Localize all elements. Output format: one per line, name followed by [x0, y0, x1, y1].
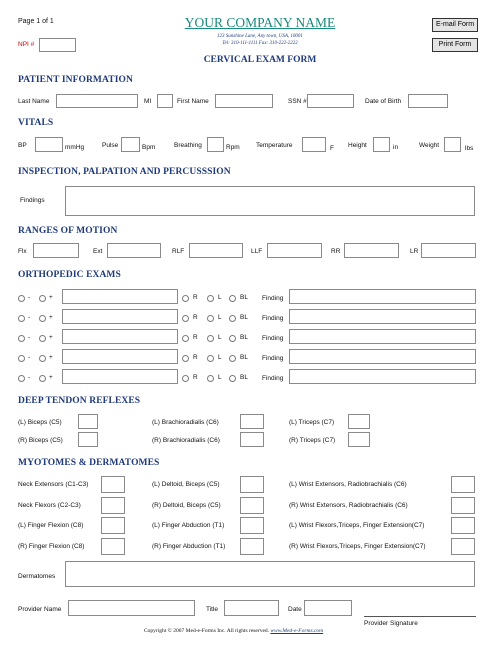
temperature-label: Temperature [256, 142, 293, 149]
page-indicator: Page 1 of 1 [18, 18, 54, 25]
myo-l-wrist-flexors-label: (L) Wrist Flexors,Triceps, Finger Extension(C7) [289, 522, 425, 529]
ortho-1-plus-radio[interactable] [39, 295, 46, 302]
myo-r-deltoid-field[interactable] [240, 497, 264, 514]
section-deep-tendon-reflexes: DEEP TENDON REFLEXES [18, 396, 141, 406]
rom-rr-label: RR [331, 248, 341, 255]
section-patient-information: PATIENT INFORMATION [18, 75, 133, 85]
myo-l-wrist-extensors-field[interactable] [451, 476, 475, 493]
myo-l-wrist-extensors-label: (L) Wrist Extensors, Radiobrachialis (C6) [289, 481, 407, 488]
ssn-label: SSN # [288, 98, 307, 105]
myo-r-finger-flexion-label: (R) Finger Flexion (C8) [18, 543, 85, 550]
rom-rr-field[interactable] [344, 243, 399, 258]
rom-lr-label: LR [410, 248, 419, 255]
ortho-5-plus-radio[interactable] [39, 375, 46, 382]
rom-rlf-label: RLF [172, 248, 185, 255]
print-form-button[interactable]: Print Form [432, 38, 478, 52]
company-phone: Tel: 310-111-1111 Fax: 310-222-2222 [222, 41, 298, 46]
rom-llf-label: LLF [251, 248, 263, 255]
ortho-1-r-radio[interactable] [182, 295, 189, 302]
myo-neck-flexors-field[interactable] [101, 497, 125, 514]
email-form-button[interactable]: E-mail Form [432, 18, 478, 32]
ortho-2-finding-field[interactable] [289, 309, 476, 324]
ortho-1-bl-radio[interactable] [229, 295, 236, 302]
section-inspection: INSPECTION, PALPATION AND PERCUSSSION [18, 167, 231, 177]
copyright-text: Copyright © 2007 Med-e-Forms Inc. All rights reserved. [144, 628, 270, 634]
ortho-3-bl-radio[interactable] [229, 335, 236, 342]
provider-name-field[interactable] [68, 600, 195, 616]
myo-r-wrist-extensors-field[interactable] [451, 497, 475, 514]
breathing-label: Breathing [174, 142, 202, 149]
dtr-r-brachioradialis-field[interactable] [240, 432, 264, 447]
ortho-5-bl-label: BL [240, 374, 248, 381]
ortho-1-bl-label: BL [240, 294, 248, 301]
section-myotomes-dermatomes: MYOTOMES & DERMATOMES [18, 458, 160, 468]
myo-neck-extensors-field[interactable] [101, 476, 125, 493]
ortho-4-l-radio[interactable] [207, 355, 214, 362]
company-address: 123 Sunshine Lane, Any town, USA, 10001 [217, 34, 303, 39]
findings-label: Findings [20, 197, 45, 204]
ortho-2-plus-radio[interactable] [39, 315, 46, 322]
myo-r-wrist-flexors-label: (R) Wrist Flexors,Triceps, Finger Extension(C7) [289, 543, 426, 550]
last-name-label: Last Name [18, 98, 50, 105]
ortho-5-l-radio[interactable] [207, 375, 214, 382]
npi-label: NPI # [18, 41, 35, 48]
myo-l-finger-flexion-field[interactable] [101, 517, 125, 534]
last-name-field[interactable] [56, 94, 138, 108]
ortho-2-l-radio[interactable] [207, 315, 214, 322]
dtr-l-triceps-label: (L) Triceps (C7) [289, 419, 335, 426]
ortho-3-r-label: R [193, 334, 198, 341]
ortho-1-finding-field[interactable] [289, 289, 476, 304]
ortho-3-minus-label: - [28, 334, 31, 341]
ortho-5-finding-label: Finding [262, 375, 284, 382]
ortho-3-l-radio[interactable] [207, 335, 214, 342]
myo-l-finger-flexion-label: (L) Finger Flexion (C8) [18, 522, 84, 529]
signature-line [364, 616, 476, 617]
ssn-field[interactable] [307, 94, 354, 108]
ortho-1-r-label: R [193, 294, 198, 301]
height-label: Height [348, 142, 367, 149]
dob-label: Date of Birth [365, 98, 402, 105]
dtr-l-brachioradialis-field[interactable] [240, 414, 264, 429]
provider-signature-label: Provider Signature [364, 620, 418, 627]
provider-name-label: Provider Name [18, 606, 62, 613]
ortho-5-r-label: R [193, 374, 198, 381]
ortho-5-l-label: L [218, 374, 222, 381]
dtr-r-triceps-label: (R) Triceps (C7) [289, 437, 336, 444]
section-ranges-of-motion: RANGES OF MOTION [18, 226, 118, 236]
ortho-2-l-label: L [218, 314, 222, 321]
myo-r-deltoid-label: (R) Deltoid, Biceps (C5) [152, 502, 221, 509]
bp-unit: mmHg [65, 144, 85, 151]
ortho-1-minus-label: - [28, 294, 31, 301]
myo-r-finger-abduction-label: (R) Finger Abduction (T1) [152, 543, 226, 550]
ortho-5-test-field[interactable] [62, 369, 178, 384]
ortho-4-bl-label: BL [240, 354, 248, 361]
ortho-3-plus-label: + [49, 334, 53, 341]
npi-field[interactable] [39, 38, 76, 52]
form-title: CERVICAL EXAM FORM [203, 55, 317, 65]
section-orthopedic-exams: ORTHOPEDIC EXAMS [18, 270, 121, 280]
inspection-findings-field[interactable] [65, 186, 475, 216]
section-vitals: VITALS [18, 118, 54, 128]
ortho-3-l-label: L [218, 334, 222, 341]
pulse-label: Pulse [102, 142, 119, 149]
bp-label: BP [18, 142, 27, 149]
ortho-1-plus-label: + [49, 294, 53, 301]
ortho-4-plus-radio[interactable] [39, 355, 46, 362]
ortho-1-test-field[interactable] [62, 289, 178, 304]
height-unit: in [393, 144, 399, 151]
ortho-4-finding-label: Finding [262, 355, 284, 362]
ortho-4-minus-label: - [28, 354, 31, 361]
temperature-unit: F [330, 145, 334, 152]
ortho-3-plus-radio[interactable] [39, 335, 46, 342]
myo-l-finger-abduction-field[interactable] [240, 517, 264, 534]
dtr-l-brachioradialis-label: (L) Brachioradialis (C6) [152, 419, 219, 426]
ortho-5-finding-field[interactable] [289, 369, 476, 384]
ortho-3-test-field[interactable] [62, 329, 178, 344]
myo-neck-extensors-label: Neck Extensors (C1-C3) [18, 481, 89, 488]
ortho-3-minus-radio[interactable] [18, 335, 25, 342]
mi-label: MI [144, 98, 152, 105]
copyright-line [144, 627, 323, 635]
ortho-4-test-field[interactable] [62, 349, 178, 364]
myo-l-wrist-flexors-field[interactable] [451, 517, 475, 534]
pulse-unit: Bpm [142, 144, 156, 151]
ortho-5-plus-label: + [49, 374, 53, 381]
dermatomes-field[interactable] [65, 561, 475, 587]
mi-field[interactable] [157, 94, 173, 108]
ortho-4-l-label: L [218, 354, 222, 361]
title-field[interactable] [224, 600, 279, 616]
ortho-4-finding-field[interactable] [289, 349, 476, 364]
title-label: Title [206, 606, 219, 613]
weight-field[interactable] [444, 137, 461, 152]
ortho-2-test-field[interactable] [62, 309, 178, 324]
myo-l-finger-abduction-label: (L) Finger Abduction (T1) [152, 522, 225, 529]
ortho-4-bl-radio[interactable] [229, 355, 236, 362]
rom-flx-field[interactable] [33, 243, 79, 258]
ortho-1-l-label: L [218, 294, 222, 301]
myo-r-finger-abduction-field[interactable] [240, 538, 264, 555]
myo-r-wrist-extensors-label: (R) Wrist Extensors, Radiobrachialis (C6) [289, 502, 408, 509]
temperature-field[interactable] [302, 137, 326, 152]
myo-l-deltoid-field[interactable] [240, 476, 264, 493]
ortho-2-minus-label: - [28, 314, 31, 321]
ortho-5-r-radio[interactable] [182, 375, 189, 382]
myo-r-finger-flexion-field[interactable] [101, 538, 125, 555]
myo-r-wrist-flexors-field[interactable] [451, 538, 475, 555]
dob-field[interactable] [408, 94, 448, 108]
height-field[interactable] [373, 137, 390, 152]
date-label: Date [288, 606, 302, 613]
rom-llf-field[interactable] [267, 243, 322, 258]
bp-field[interactable] [35, 137, 63, 152]
first-name-field[interactable] [215, 94, 273, 108]
ortho-2-r-label: R [193, 314, 198, 321]
myo-l-deltoid-label: (L) Deltoid, Biceps (C5) [152, 481, 220, 488]
company-name: YOUR COMPANY NAME [184, 15, 336, 30]
myo-neck-flexors-label: Neck Flexors (C2-C3) [18, 502, 81, 509]
ortho-4-r-label: R [193, 354, 198, 361]
ortho-2-plus-label: + [49, 314, 53, 321]
ortho-3-r-radio[interactable] [182, 335, 189, 342]
ortho-5-minus-radio[interactable] [18, 375, 25, 382]
website-link[interactable]: www.Med-e-Forms.com [270, 628, 324, 634]
ortho-4-r-radio[interactable] [182, 355, 189, 362]
dtr-r-biceps-field[interactable] [78, 432, 98, 447]
rom-rlf-field[interactable] [189, 243, 243, 258]
ortho-2-minus-radio[interactable] [18, 315, 25, 322]
dtr-l-biceps-label: (L) Biceps (C5) [18, 419, 62, 426]
ortho-3-finding-field[interactable] [289, 329, 476, 344]
rom-lr-field[interactable] [421, 243, 476, 258]
dtr-r-triceps-field[interactable] [348, 432, 370, 447]
ortho-2-bl-label: BL [240, 314, 248, 321]
ortho-4-minus-radio[interactable] [18, 355, 25, 362]
ortho-1-minus-radio[interactable] [18, 295, 25, 302]
date-field[interactable] [304, 600, 352, 616]
ortho-2-r-radio[interactable] [182, 315, 189, 322]
ortho-5-minus-label: - [28, 374, 31, 381]
dtr-r-brachioradialis-label: (R) Brachioradialis (C6) [152, 437, 220, 444]
breathing-field[interactable] [207, 137, 224, 152]
ortho-3-bl-label: BL [240, 334, 248, 341]
weight-label: Weight [419, 142, 440, 149]
ortho-4-plus-label: + [49, 354, 53, 361]
dtr-l-triceps-field[interactable] [348, 414, 370, 429]
dtr-r-biceps-label: (R) Biceps (C5) [18, 437, 63, 444]
first-name-label: First Name [177, 98, 209, 105]
ortho-5-bl-radio[interactable] [229, 375, 236, 382]
dtr-l-biceps-field[interactable] [78, 414, 98, 429]
rom-flx-label: Flx [18, 248, 27, 255]
ortho-3-finding-label: Finding [262, 335, 284, 342]
rom-ext-field[interactable] [107, 243, 161, 258]
pulse-field[interactable] [121, 137, 140, 152]
weight-unit: lbs [465, 145, 474, 152]
breathing-unit: Rpm [226, 144, 240, 151]
ortho-2-finding-label: Finding [262, 315, 284, 322]
rom-ext-label: Ext [93, 248, 103, 255]
ortho-1-finding-label: Finding [262, 295, 284, 302]
ortho-1-l-radio[interactable] [207, 295, 214, 302]
ortho-2-bl-radio[interactable] [229, 315, 236, 322]
dermatomes-label: Dermatomes [18, 573, 56, 580]
